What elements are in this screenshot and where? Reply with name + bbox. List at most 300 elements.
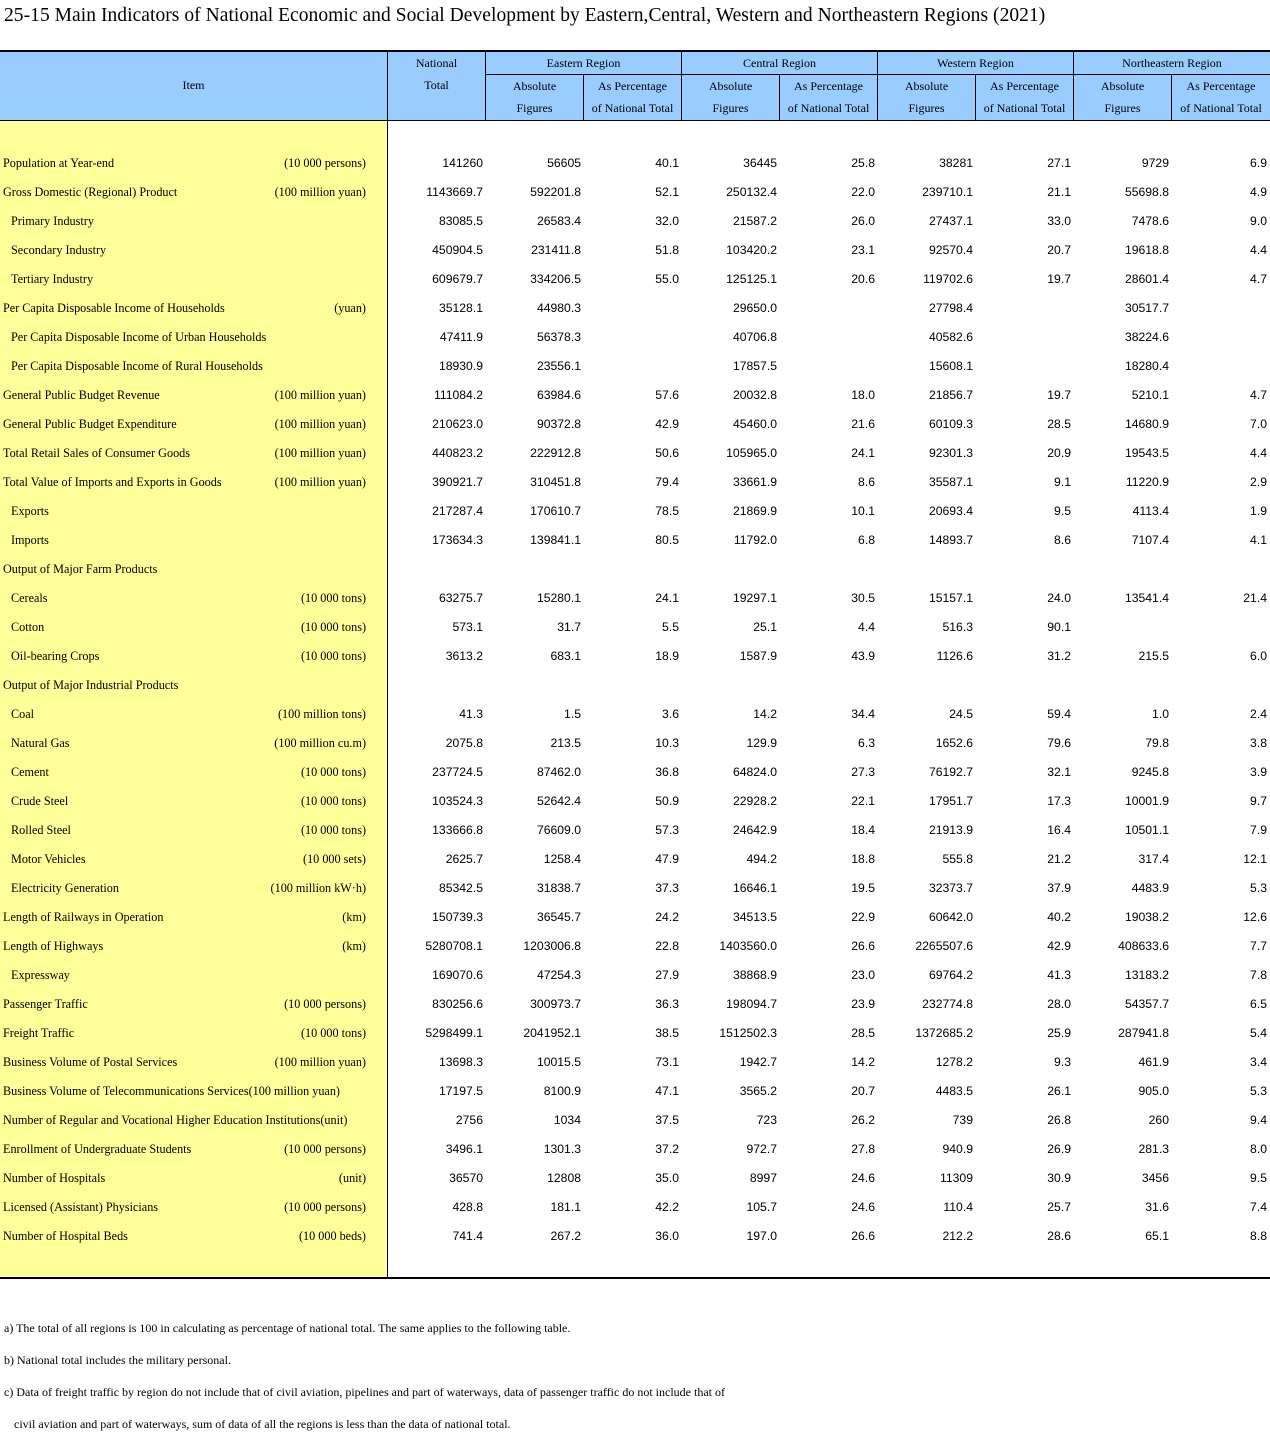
table-cell: 9729 — [1141, 156, 1169, 170]
table-cell: 4.4 — [1250, 243, 1267, 257]
table-cell: 19618.8 — [1124, 243, 1169, 257]
item-column-background — [0, 120, 387, 1279]
row-label: Length of Highways — [3, 939, 104, 953]
row-label: Coal — [11, 707, 35, 721]
table-cell: 42.2 — [655, 1200, 679, 1214]
table-cell: 17951.7 — [928, 794, 973, 808]
table-cell: 450904.5 — [432, 243, 483, 257]
header-absolute-line1: Absolute — [904, 79, 949, 93]
table-cell: 4.7 — [1250, 272, 1267, 286]
table-cell: 1126.6 — [936, 649, 973, 663]
table-cell: 26.8 — [1047, 1113, 1071, 1127]
table-cell: 516.3 — [942, 620, 973, 634]
table-cell: 23556.1 — [536, 359, 581, 373]
table-cell: 1.9 — [1250, 504, 1267, 518]
table-cell: 35128.1 — [438, 301, 483, 315]
table-cell: 232774.8 — [922, 997, 973, 1011]
table-cell: 3.9 — [1250, 765, 1267, 779]
table-cell: 40.1 — [655, 156, 679, 170]
table-cell: 40582.6 — [928, 330, 973, 344]
table-cell: 47.9 — [655, 852, 679, 866]
table-cell: 105965.0 — [726, 446, 777, 460]
table-cell: 19297.1 — [732, 591, 777, 605]
table-cell: 23.1 — [851, 243, 875, 257]
table-cell: 11792.0 — [733, 533, 777, 547]
table-cell: 36.3 — [655, 997, 679, 1011]
table-cell: 47.1 — [655, 1084, 679, 1098]
table-cell: 76609.0 — [536, 823, 581, 837]
table-cell: 12808 — [547, 1171, 581, 1185]
table-cell: 198094.7 — [726, 997, 777, 1011]
table-cell: 16646.1 — [732, 881, 777, 895]
row-label: Natural Gas — [11, 736, 70, 750]
table-cell: 110.4 — [943, 1200, 973, 1214]
table-cell: 50.9 — [655, 794, 679, 808]
table-cell: 36570 — [449, 1171, 483, 1185]
table-cell: 41.3 — [1047, 968, 1071, 982]
table-cell: 21.4 — [1243, 591, 1267, 605]
table-cell: 11309 — [940, 1171, 973, 1185]
table-cell: 408633.6 — [1118, 939, 1169, 953]
table-cell: 9245.8 — [1131, 765, 1169, 779]
table-cell: 18280.4 — [1124, 359, 1169, 373]
table-cell: 19.7 — [1047, 272, 1071, 286]
table-cell: 390921.7 — [432, 475, 483, 489]
table-cell: 19.7 — [1047, 388, 1071, 402]
table-cell: 78.5 — [655, 504, 679, 518]
table-cell: 9.5 — [1054, 504, 1071, 518]
table-cell: 3.6 — [662, 707, 679, 721]
table-cell: 4483.5 — [935, 1084, 973, 1098]
table-cell: 972.7 — [746, 1142, 777, 1156]
table-cell: 8.6 — [1054, 533, 1071, 547]
table-cell: 12.1 — [1243, 852, 1267, 866]
table-cell: 20693.4 — [928, 504, 973, 518]
table-cell: 32.1 — [1047, 765, 1071, 779]
table-cell: 334206.5 — [530, 272, 581, 286]
table-cell: 129.9 — [746, 736, 777, 750]
table-cell: 6.9 — [1250, 156, 1267, 170]
row-unit: (10 000 persons) — [284, 1142, 366, 1156]
table-cell: 21.2 — [1047, 852, 1071, 866]
row-label: Tertiary Industry — [11, 272, 94, 286]
table-cell: 57.3 — [655, 823, 679, 837]
table-cell: 1203006.8 — [523, 939, 581, 953]
row-label: Freight Traffic — [3, 1026, 75, 1040]
table-cell: 7107.4 — [1131, 533, 1169, 547]
table-cell: 52.1 — [655, 185, 679, 199]
header-item: Item — [182, 78, 205, 92]
row-label: Per Capita Disposable Income of Urban Households — [11, 330, 267, 344]
row-unit: (10 000 tons) — [301, 649, 366, 663]
row-unit: (yuan) — [334, 301, 366, 315]
table-cell: 461.9 — [1138, 1055, 1169, 1069]
table-cell: 7.9 — [1250, 823, 1267, 837]
table-cell: 25.7 — [1047, 1200, 1071, 1214]
table-cell: 24642.9 — [732, 823, 777, 837]
table-cell: 23.9 — [851, 997, 875, 1011]
table-cell: 15280.1 — [536, 591, 581, 605]
row-unit: (unit) — [338, 1171, 366, 1185]
header-absolute-line2: Figures — [712, 101, 749, 115]
table-cell: 21.6 — [851, 417, 875, 431]
table-cell: 10501.1 — [1124, 823, 1169, 837]
row-unit: (10 000 persons) — [284, 1200, 366, 1214]
table-cell: 723 — [756, 1113, 777, 1127]
table-cell: 32373.7 — [928, 881, 973, 895]
table-cell: 1.0 — [1152, 707, 1169, 721]
table-cell: 26.6 — [851, 1229, 875, 1243]
table-cell: 592201.8 — [530, 185, 581, 199]
table-cell: 8100.9 — [543, 1084, 581, 1098]
footnote: civil aviation and part of waterways, sum of data of all the regions is less than the data of national total. — [14, 1417, 511, 1431]
header-region-western: Western Region — [937, 56, 1014, 70]
row-unit: (100 million yuan) — [274, 388, 366, 402]
table-cell: 55698.8 — [1124, 185, 1169, 199]
table-cell: 4.4 — [1250, 446, 1267, 460]
table-cell: 19038.2 — [1124, 910, 1169, 924]
table-cell: 26.9 — [1047, 1142, 1071, 1156]
table-cell: 10.3 — [655, 736, 679, 750]
table-cell: 3.8 — [1250, 736, 1267, 750]
table-cell: 32.0 — [655, 214, 679, 228]
table-cell: 22.8 — [655, 939, 679, 953]
table-cell: 47254.3 — [536, 968, 581, 982]
row-label: Length of Railways in Operation — [3, 910, 164, 924]
table-cell: 31838.7 — [536, 881, 581, 895]
table-cell: 36445 — [743, 156, 777, 170]
row-label: Business Volume of Postal Services — [3, 1055, 178, 1069]
table-cell: 287941.8 — [1118, 1026, 1169, 1040]
table-cell: 13183.2 — [1124, 968, 1169, 982]
row-unit: (10 000 tons) — [301, 794, 366, 808]
row-label: Cement — [11, 765, 49, 779]
row-label: Expressway — [11, 968, 70, 982]
table-cell: 79.4 — [655, 475, 679, 489]
table-cell: 36.0 — [655, 1229, 679, 1243]
table-cell: 27.8 — [851, 1142, 875, 1156]
table-cell: 2041952.1 — [523, 1026, 581, 1040]
table-cell: 111084.2 — [433, 388, 483, 402]
row-unit: (100 million yuan) — [274, 446, 366, 460]
table-cell: 20.9 — [1047, 446, 1071, 460]
table-cell: 3565.2 — [739, 1084, 777, 1098]
table-cell: 3613.2 — [445, 649, 483, 663]
table-cell: 7.4 — [1250, 1200, 1267, 1214]
table-cell: 9.1 — [1054, 475, 1071, 489]
table-cell: 31.6 — [1145, 1200, 1169, 1214]
row-label: Rolled Steel — [11, 823, 71, 837]
table-cell: 24.0 — [1047, 591, 1071, 605]
table-cell: 8.0 — [1250, 1142, 1267, 1156]
footnote: a) The total of all regions is 100 in calculating as percentage of national total. The same applies to the following table. — [4, 1321, 571, 1335]
table-cell: 1403560.0 — [719, 939, 777, 953]
row-label: Number of Hospital Beds — [3, 1229, 128, 1243]
table-cell: 60109.3 — [928, 417, 973, 431]
header-absolute-line1: Absolute — [708, 79, 753, 93]
table-cell: 260 — [1148, 1113, 1169, 1127]
table-cell: 9.7 — [1250, 794, 1267, 808]
table-cell: 37.2 — [655, 1142, 679, 1156]
row-label: Electricity Generation — [11, 881, 119, 895]
table-cell: 40706.8 — [732, 330, 777, 344]
row-label: Per Capita Disposable Income of Rural Households — [11, 359, 263, 373]
table-cell: 18930.9 — [438, 359, 483, 373]
table-cell: 63275.7 — [438, 591, 483, 605]
table-cell: 9.0 — [1250, 214, 1267, 228]
table-cell: 20032.8 — [732, 388, 777, 402]
table-cell: 38.5 — [655, 1026, 679, 1040]
table-cell: 169070.6 — [432, 968, 483, 982]
table-cell: 9.3 — [1054, 1055, 1071, 1069]
table-cell: 310451.8 — [530, 475, 581, 489]
table-cell: 90372.8 — [536, 417, 581, 431]
table-cell: 12.6 — [1243, 910, 1267, 924]
header-national-line1: National — [415, 56, 458, 70]
table-cell: 428.8 — [452, 1200, 483, 1214]
row-unit: (10 000 beds) — [298, 1229, 366, 1243]
table-cell: 83085.5 — [438, 214, 483, 228]
table-cell: 250132.4 — [726, 185, 777, 199]
table-cell: 1587.9 — [739, 649, 777, 663]
row-label: Cereals — [11, 591, 48, 605]
table-cell: 905.0 — [1138, 1084, 1169, 1098]
table-cell: 150739.3 — [432, 910, 483, 924]
row-label: Enrollment of Undergraduate Students — [3, 1142, 192, 1156]
table-cell: 1372685.2 — [915, 1026, 973, 1040]
table-cell: 56378.3 — [536, 330, 581, 344]
table-cell: 37.3 — [655, 881, 679, 895]
table-cell: 73.1 — [655, 1055, 679, 1069]
row-unit: (100 million yuan) — [274, 185, 366, 199]
table-cell: 28601.4 — [1124, 272, 1169, 286]
row-label: Total Retail Sales of Consumer Goods — [3, 446, 191, 460]
table-cell: 87462.0 — [536, 765, 581, 779]
row-label: Licensed (Assistant) Physicians — [3, 1200, 159, 1214]
header-absolute-line1: Absolute — [1100, 79, 1145, 93]
table-cell: 7.0 — [1250, 417, 1267, 431]
table-cell: 231411.8 — [531, 243, 581, 257]
table-cell: 76192.7 — [928, 765, 973, 779]
table-cell: 4.1 — [1250, 533, 1267, 547]
table-title: 25-15 Main Indicators of National Economic and Social Development by Eastern,Central, Western and Northeastern Regions (2021) — [4, 5, 1046, 26]
table-cell: 29650.0 — [732, 301, 777, 315]
table-cell: 830256.6 — [432, 997, 483, 1011]
table-cell: 19543.5 — [1124, 446, 1169, 460]
table-cell: 181.1 — [550, 1200, 581, 1214]
table-cell: 217287.4 — [432, 504, 483, 518]
table-cell: 42.9 — [1047, 939, 1071, 953]
table-cell: 92570.4 — [928, 243, 973, 257]
table-cell: 43.9 — [851, 649, 875, 663]
row-label: Business Volume of Telecommunications Services(100 million yuan) — [3, 1084, 340, 1098]
table-cell: 212.2 — [942, 1229, 973, 1243]
header-absolute-line2: Figures — [516, 101, 553, 115]
row-label: Gross Domestic (Regional) Product — [3, 185, 178, 199]
table-cell: 5.3 — [1250, 881, 1267, 895]
table-cell: 30.9 — [1047, 1171, 1071, 1185]
table-cell: 16.4 — [1047, 823, 1071, 837]
table-cell: 42.9 — [655, 417, 679, 431]
table-cell: 237724.5 — [432, 765, 483, 779]
header-percentage-line1: As Percentage — [990, 79, 1059, 93]
table-cell: 1143669.7 — [426, 185, 483, 199]
table-cell: 35587.1 — [928, 475, 973, 489]
table-cell: 213.5 — [550, 736, 581, 750]
table-cell: 63984.6 — [536, 388, 581, 402]
table-cell: 5298499.1 — [425, 1026, 483, 1040]
table-cell: 3.4 — [1250, 1055, 1267, 1069]
table-cell: 2.9 — [1250, 475, 1267, 489]
table-cell: 20.7 — [851, 1084, 875, 1098]
row-label: Output of Major Farm Products — [3, 562, 158, 576]
table-cell: 26.6 — [851, 939, 875, 953]
row-unit: (10 000 persons) — [284, 156, 366, 170]
table-cell: 15608.1 — [928, 359, 973, 373]
table-cell: 54357.7 — [1124, 997, 1169, 1011]
table-cell: 59.4 — [1047, 707, 1071, 721]
table-cell: 80.5 — [655, 533, 679, 547]
table-cell: 51.8 — [655, 243, 679, 257]
row-label: Total Value of Imports and Exports in Goods — [3, 475, 222, 489]
table-cell: 21913.9 — [928, 823, 973, 837]
table-cell: 4113.4 — [1132, 504, 1169, 518]
table-cell: 17857.5 — [732, 359, 777, 373]
row-label: Oil-bearing Crops — [11, 649, 100, 663]
table-cell: 103524.3 — [432, 794, 483, 808]
table-cell: 26583.4 — [536, 214, 581, 228]
table-cell: 28.0 — [1047, 997, 1071, 1011]
table-cell: 55.0 — [655, 272, 679, 286]
table-cell: 24.5 — [949, 707, 973, 721]
table-cell: 30.5 — [851, 591, 875, 605]
table-cell: 27798.4 — [928, 301, 973, 315]
table-cell: 45460.0 — [732, 417, 777, 431]
table-cell: 6.8 — [858, 533, 875, 547]
table-cell: 38868.9 — [732, 968, 777, 982]
table-cell: 940.9 — [942, 1142, 973, 1156]
header-absolute-line1: Absolute — [512, 79, 557, 93]
header-percentage-line2: of National Total — [591, 101, 674, 115]
row-label: Population at Year-end — [3, 156, 115, 170]
table-cell: 25.9 — [1047, 1026, 1071, 1040]
row-label: Primary Industry — [11, 214, 94, 228]
table-cell: 21869.9 — [732, 504, 777, 518]
header-percentage-line1: As Percentage — [598, 79, 667, 93]
row-unit: (10 000 persons) — [284, 997, 366, 1011]
table-cell: 14.2 — [851, 1055, 875, 1069]
table-cell: 173634.3 — [432, 533, 483, 547]
header-region-northeastern: Northeastern Region — [1122, 56, 1222, 70]
header-region-eastern: Eastern Region — [546, 56, 621, 70]
row-unit: (100 million tons) — [277, 707, 366, 721]
table-cell: 683.1 — [550, 649, 581, 663]
table-cell: 24.6 — [851, 1200, 875, 1214]
table-cell: 10001.9 — [1124, 794, 1169, 808]
row-label: Crude Steel — [11, 794, 69, 808]
table-cell: 4.7 — [1250, 388, 1267, 402]
header-percentage-line2: of National Total — [787, 101, 870, 115]
row-unit: (10 000 tons) — [301, 823, 366, 837]
table-cell: 22.1 — [851, 794, 875, 808]
row-unit: (100 million yuan) — [274, 417, 366, 431]
table-cell: 22.9 — [851, 910, 875, 924]
row-unit: (10 000 tons) — [301, 620, 366, 634]
table-cell: 6.5 — [1250, 997, 1267, 1011]
table-cell: 1258.4 — [543, 852, 581, 866]
table-cell: 9.4 — [1250, 1113, 1267, 1127]
table-cell: 7478.6 — [1131, 214, 1169, 228]
table-cell: 34.4 — [851, 707, 875, 721]
table-cell: 23.0 — [851, 968, 875, 982]
table-cell: 24.2 — [655, 910, 679, 924]
table-cell: 141260 — [442, 156, 483, 170]
table-cell: 739 — [952, 1113, 973, 1127]
table-cell: 7.7 — [1250, 939, 1267, 953]
table-cell: 2265507.6 — [915, 939, 973, 953]
table-cell: 8.8 — [1250, 1229, 1267, 1243]
table-cell: 125125.1 — [726, 272, 777, 286]
table-cell: 239710.1 — [922, 185, 973, 199]
table-cell: 24.1 — [851, 446, 875, 460]
table-cell: 36545.7 — [536, 910, 581, 924]
table-cell: 5.5 — [662, 620, 679, 634]
table-cell: 17.3 — [1047, 794, 1071, 808]
table-cell: 24.6 — [851, 1171, 875, 1185]
table-cell: 27.3 — [851, 765, 875, 779]
row-label: Output of Major Industrial Products — [3, 678, 179, 692]
table-cell: 103420.2 — [726, 243, 777, 257]
table-cell: 44980.3 — [536, 301, 581, 315]
table-cell: 1034 — [553, 1113, 581, 1127]
table-cell: 267.2 — [550, 1229, 581, 1243]
table-cell: 8.6 — [858, 475, 875, 489]
row-label: Motor Vehicles — [11, 852, 86, 866]
table-cell: 197.0 — [746, 1229, 777, 1243]
table-cell: 21856.7 — [928, 388, 973, 402]
row-unit: (10 000 sets) — [303, 852, 366, 866]
header-percentage-line2: of National Total — [1180, 101, 1262, 115]
table-cell: 215.5 — [1138, 649, 1169, 663]
table-cell: 33.0 — [1047, 214, 1071, 228]
table-cell: 2075.8 — [445, 736, 483, 750]
table-cell: 25.1 — [753, 620, 777, 634]
table-cell: 50.6 — [655, 446, 679, 460]
row-label: General Public Budget Revenue — [3, 388, 160, 402]
row-label: Secondary Industry — [11, 243, 107, 257]
table-cell: 19.5 — [851, 881, 875, 895]
table-cell: 1652.6 — [935, 736, 973, 750]
table-cell: 41.3 — [459, 707, 483, 721]
table-cell: 38224.6 — [1124, 330, 1169, 344]
table-cell: 1942.7 — [739, 1055, 777, 1069]
table-cell: 1.5 — [564, 707, 581, 721]
row-unit: (km) — [342, 910, 366, 924]
table-cell: 5210.1 — [1131, 388, 1169, 402]
table-cell: 3456 — [1141, 1171, 1169, 1185]
table-cell: 38281 — [939, 156, 973, 170]
table-cell: 555.8 — [942, 852, 973, 866]
table-cell: 22928.2 — [732, 794, 777, 808]
table-cell: 60642.0 — [928, 910, 973, 924]
table-cell: 22.0 — [851, 185, 875, 199]
row-unit: (100 million yuan) — [274, 475, 366, 489]
table-cell: 1301.3 — [543, 1142, 581, 1156]
table-cell: 14893.7 — [928, 533, 973, 547]
table-cell: 21587.2 — [732, 214, 777, 228]
table-cell: 15157.1 — [928, 591, 973, 605]
table-cell: 31.2 — [1047, 649, 1071, 663]
